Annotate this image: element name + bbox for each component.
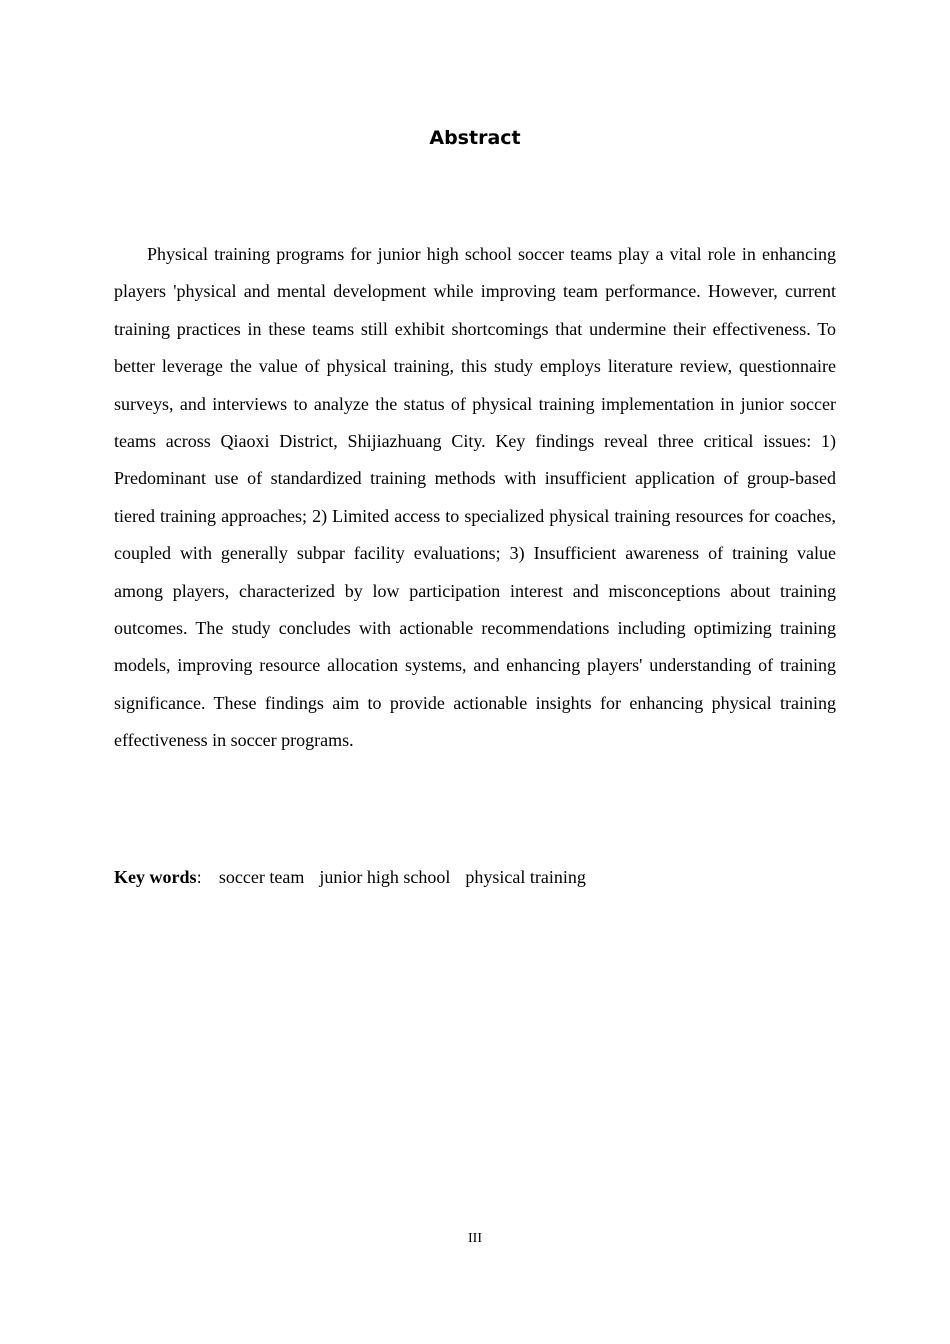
page-number: III <box>468 1231 482 1246</box>
abstract-title: Abstract <box>429 127 521 149</box>
keyword-item: junior high school <box>319 867 451 887</box>
keywords-line <box>114 862 836 893</box>
keywords-label: Key words <box>114 867 197 887</box>
keyword-item: soccer team <box>218 867 305 887</box>
keyword-item: physical training <box>465 867 586 887</box>
abstract-body: Physical training programs for junior high school soccer teams play a vital role in enhancing players 'physical and mental development while improving team performance. However, current training practices in these teams still exhibit shortcomings that undermine their effectiveness. To better leverage the value of physical training, this study employs literature review, questionnaire surveys, and interviews to analyze the status of physical training implementation in junior soccer teams across Qiaoxi District, Shijiazhuang City. Key findings reveal three critical issues: 1) Predominant use of standardized training methods with insufficient application of group-based tiered training approaches; 2) Limited access to specialized physical training resources for coaches, coupled with generally subpar facility evaluations; 3) Insufficient awareness of training value among players, characterized by low participation interest and misconceptions about training outcomes. The study concludes with actionable recommendations including optimizing training models, improving resource allocation systems, and enhancing players' understanding of training significance. These findings aim to provide actionable insights for enhancing physical training effectiveness in soccer programs. <box>114 244 836 751</box>
keywords-colon: : <box>196 868 202 887</box>
